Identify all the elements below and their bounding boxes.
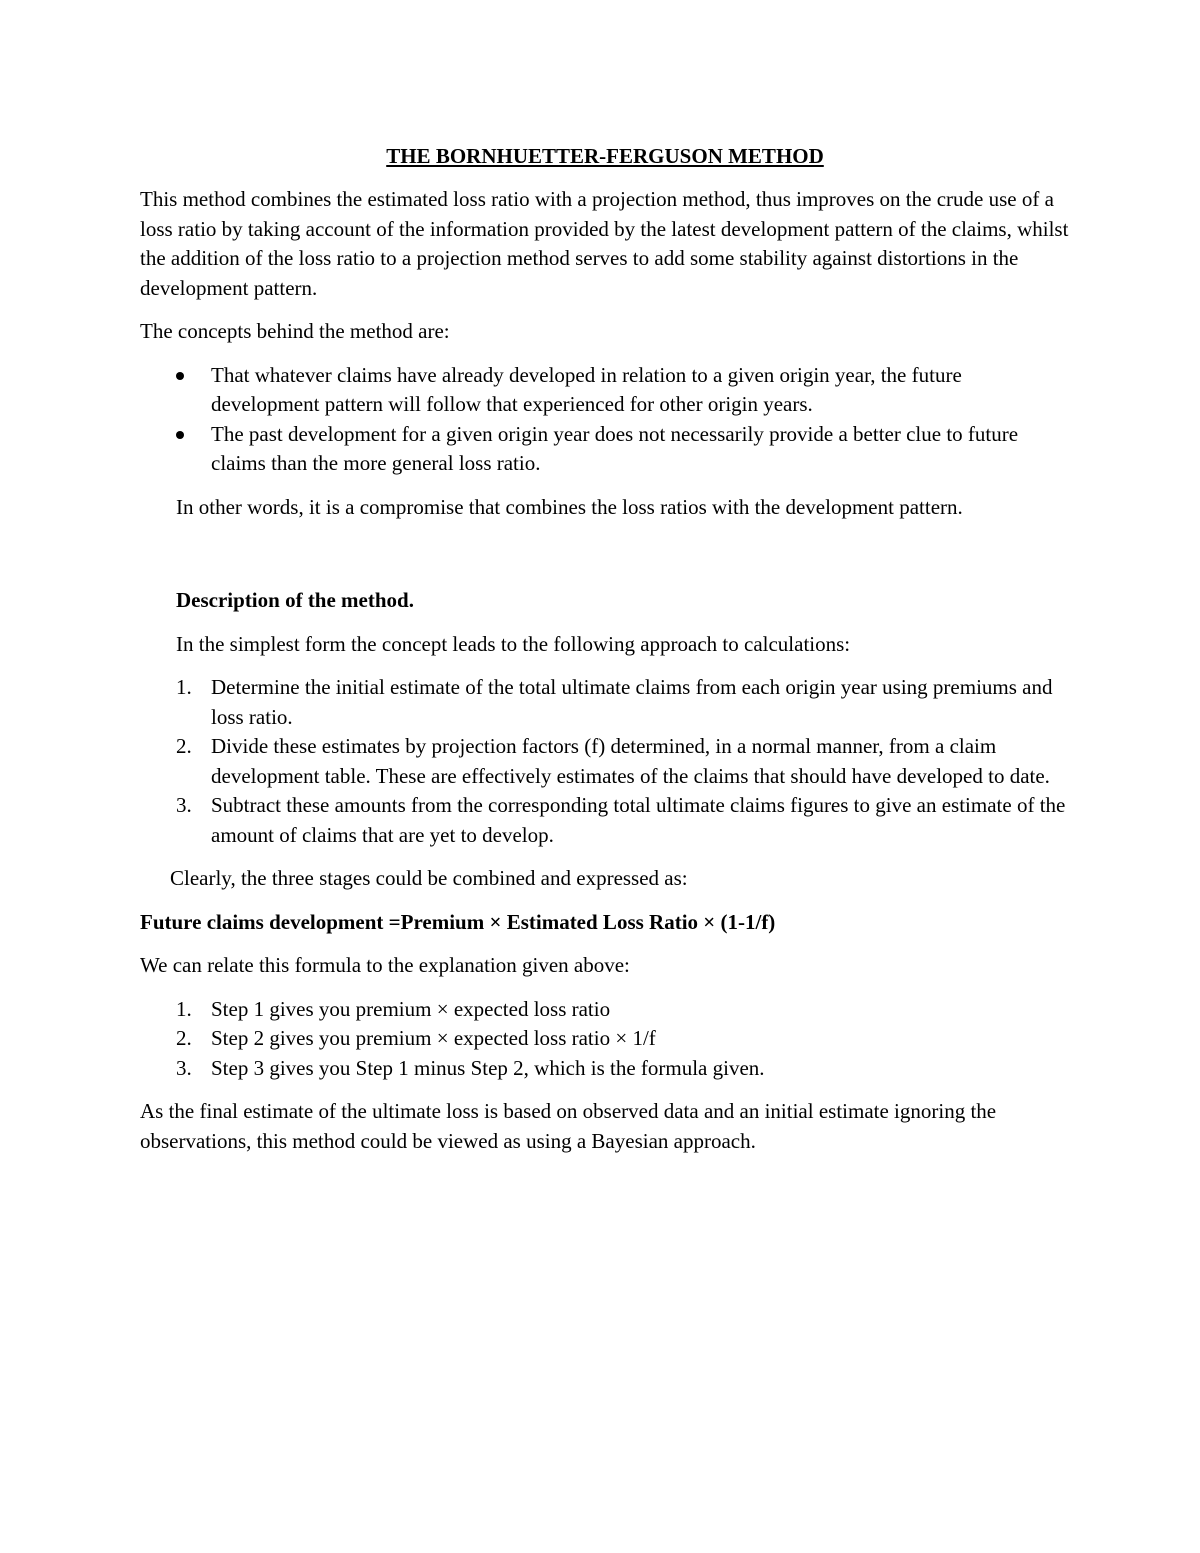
step-number: 1.	[176, 675, 192, 699]
step-text: Subtract these amounts from the corresponding total ultimate claims figures to give an estimate of the amount of claims that are yet to develop.	[211, 793, 1066, 847]
list-item	[176, 673, 1070, 732]
concepts-list	[140, 361, 1070, 479]
step-text: Determine the initial estimate of the total ultimate claims from each origin year using premiums and loss ratio.	[211, 675, 1053, 729]
list-item	[176, 791, 1070, 850]
clearly-paragraph: Clearly, the three stages could be combined and expressed as:	[170, 866, 688, 890]
list-item	[176, 995, 1070, 1025]
concept-text: The past development for a given origin year does not necessarily provide a better clue to future claims than the more general loss ratio.	[211, 421, 1019, 475]
relate-lead: We can relate this formula to the explanation given above:	[140, 953, 630, 977]
method-steps-list	[140, 673, 1070, 850]
description-lead: In the simplest form the concept leads to the following approach to calculations:	[176, 631, 851, 656]
relate-steps-list	[140, 995, 1070, 1084]
other-words-paragraph: In other words, it is a compromise that combines the loss ratios with the development pattern.	[176, 494, 963, 519]
step-text: Step 1 gives you premium × expected loss ratio	[211, 996, 611, 1021]
step-number: 2.	[176, 1026, 192, 1050]
step-number: 3.	[176, 793, 192, 817]
intro-paragraph: This method combines the estimated loss ratio with a projection method, thus improves on the crude use of a loss ratio by taking account of the information provided by the latest development pattern of the claims, whilst the addition of the loss ratio to a projection method serves to add some stability against distortions in the development pattern.	[140, 187, 1069, 300]
list-item	[176, 732, 1070, 791]
list-item	[211, 420, 1070, 479]
step-number: 2.	[176, 734, 192, 758]
list-item	[176, 1054, 1070, 1084]
list-item	[211, 361, 1070, 420]
document-page	[140, 142, 1070, 1170]
description-heading: Description of the method.	[176, 588, 414, 612]
list-item	[176, 1024, 1070, 1054]
step-number: 1.	[176, 996, 192, 1021]
step-text: Step 3 gives you Step 1 minus Step 2, which is the formula given.	[211, 1055, 765, 1080]
conclusion-paragraph: As the final estimate of the ultimate loss is based on observed data and an initial estimate ignoring the observations, this method could be viewed as using a Bayesian approach.	[140, 1099, 997, 1153]
formula-line: Future claims development =Premium × Estimated Loss Ratio × (1-1/f)	[140, 909, 776, 934]
bullet-icon	[176, 372, 184, 380]
document-title: THE BORNHUETTER-FERGUSON METHOD	[386, 144, 824, 168]
step-text: Step 2 gives you premium × expected loss ratio × 1/f	[211, 1026, 656, 1050]
concept-text: That whatever claims have already developed in relation to a given origin year, the future development pattern will follow that experienced for other origin years.	[211, 362, 962, 416]
step-text: Divide these estimates by projection factors (f) determined, in a normal manner, from a claim development table. These are effectively estimates of the claims that should have developed to date.	[211, 734, 1050, 788]
bullet-icon	[176, 431, 184, 439]
step-number: 3.	[176, 1055, 192, 1080]
concepts-lead: The concepts behind the method are:	[140, 319, 450, 343]
